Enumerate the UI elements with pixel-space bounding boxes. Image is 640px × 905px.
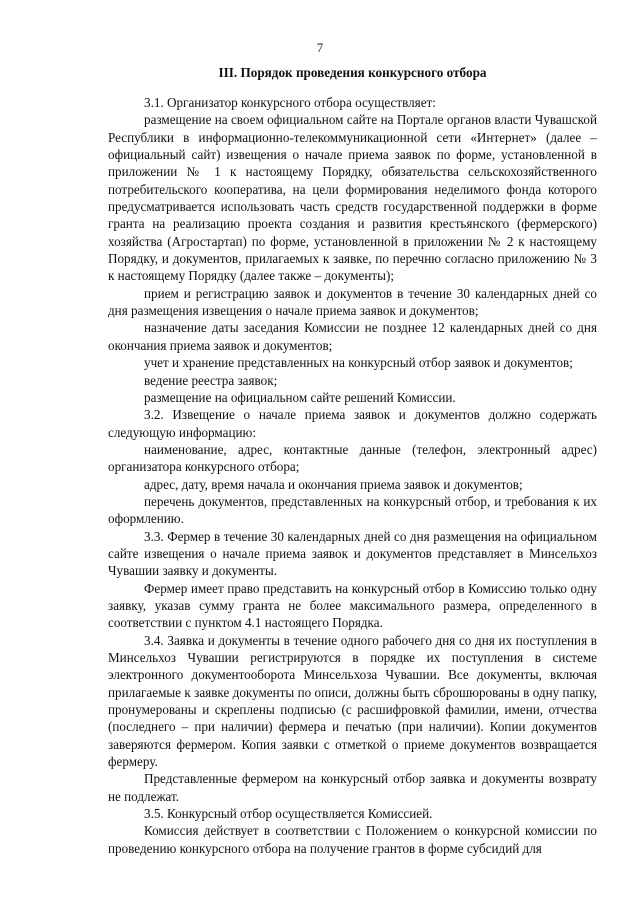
body-text [108,94,597,857]
paragraph: 3.5. Конкурсный отбор осуществляется Комиссией. [144,806,433,822]
page-number: 7 [316,41,324,55]
paragraph: 3.1. Организатор конкурсного отбора осуществляет: [144,95,436,110]
paragraph: ведение реестра заявок; [144,372,278,388]
paragraph: Фермер имеет право представить на конкурсный отбор в Комиссию только одну заявку, указав сумму гранта не более максимального размера, определенного в соответствии с пунктом 4.1 настоящего Порядка. [108,580,597,631]
paragraph: размещение на официальном сайте решений Комиссии. [144,389,456,405]
paragraph: Представленные фермером на конкурсный отбор заявка и документы возврату не подлежат. [108,771,597,804]
paragraph: размещение на своем официальном сайте на Портале органов власти Чувашской Республики в информационно-телекоммуникационной сети «Интернет» (далее – официальный сайт) извещения о начале приема заявок по форме, установленной в приложении № 1 к настоящему Порядку, обязательства сельскохозяйственного потребительского кооператива, на цели формирования неделимого фонда которого предусматривается использовать часть средств государственной поддержки в форме гранта на реализацию проекта создания и развития крестьянского (фермерского) хозяйства (Агростартап) по форме, установленной в приложении № 2 к настоящему Порядку, и документов, прилагаемых к заявке, по перечню согласно приложению № 3 к настоящему Порядку (далее также – документы); [108,112,597,284]
paragraph: прием и регистрацию заявок и документов в течение 30 календарных дней со дня размещения извещения о начале приема заявок и документов; [108,285,597,319]
paragraph: Комиссия действует в соответствии с Положением о конкурсной комиссии по проведению конкурсного отбора на получение грантов в форме субсидий для [108,823,597,856]
paragraph: наименование, адрес, контактные данные (телефон, электронный адрес) организатора конкурсного отбора; [108,441,597,475]
section-heading: III. Порядок проведения конкурсного отбора [218,65,487,80]
paragraph: адрес, дату, время начала и окончания приема заявок и документов; [144,476,523,492]
paragraph: перечень документов, представленных на конкурсный отбор, и требования к их оформлению. [108,493,597,527]
paragraph: 3.4. Заявка и документы в течение одного рабочего дня со дня их поступления в Минсельхоз Чувашии регистрируются в порядке их поступления в системе электронного документооборота Минсельхоза Чувашии. Все документы, включая прилагаемые к заявке документы по описи, должны быть сброшюрованы в одну папку, пронумерованы и скреплены подписью (с расшифровкой фамилии, имени, отчества (последнего – при наличии) фермера и печатью (при наличии). Копии документов заверяются фермером. Копия заявки с отметкой о приеме документов возвращается фермеру. [108,632,597,770]
paragraph: назначение даты заседания Комиссии не позднее 12 календарных дней со дня окончания приема заявок и документов; [108,320,597,353]
paragraph: 3.3. Фермер в течение 30 календарных дней со дня размещения на официальном сайте извещения о начале приема заявок и документов представляет в Минсельхоз Чувашии заявку и документы. [108,528,597,579]
paragraph: учет и хранение представленных на конкурсный отбор заявок и документов; [144,355,573,371]
paragraph: 3.2. Извещение о начале приема заявок и документов должно содержать следующую информацию: [108,407,597,440]
